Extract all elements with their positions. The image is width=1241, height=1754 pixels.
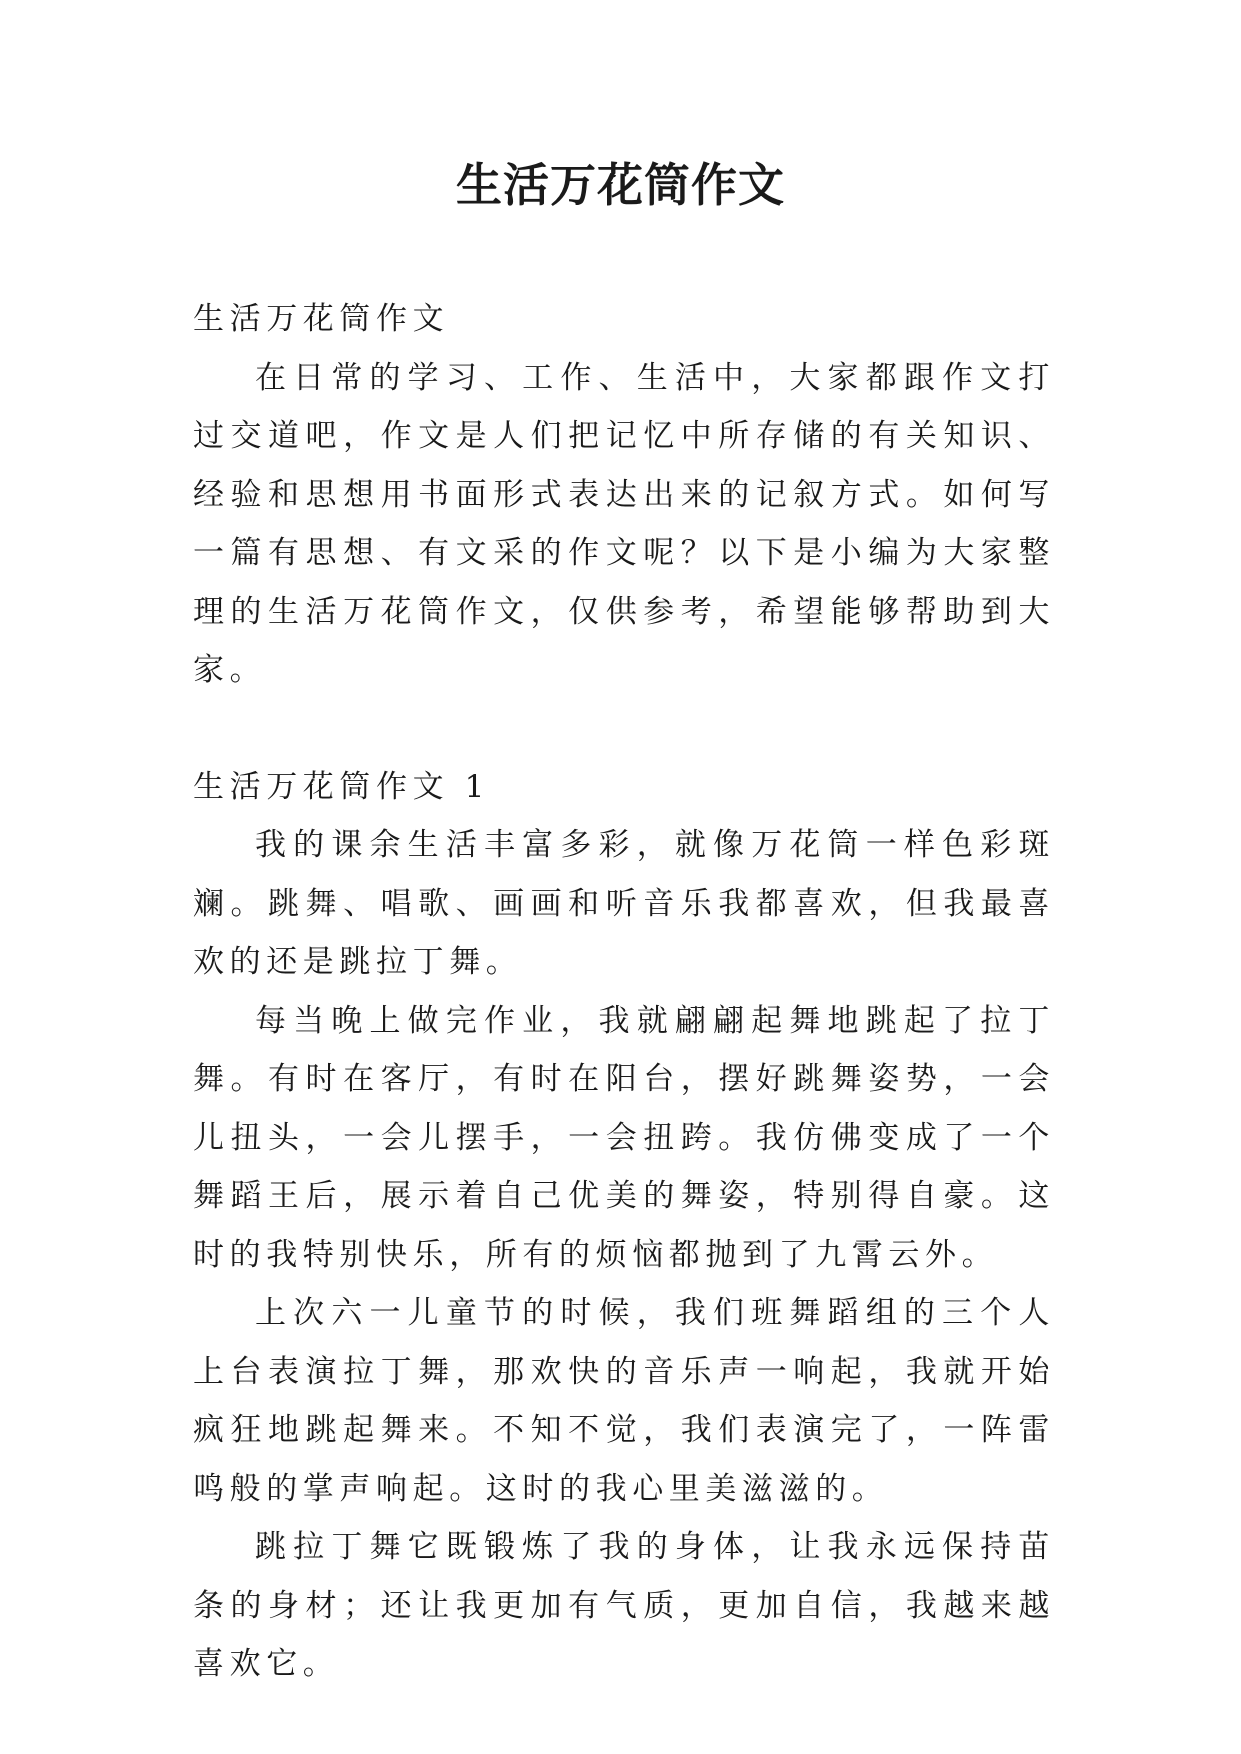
section-1-heading: 生活万花筒作文 1	[193, 768, 490, 805]
section-1-paragraph-4: 跳拉丁舞它既锻炼了我的身体，让我永远保持苗条的身材；还让我更加有气质，更加自信，我越来越喜欢它。	[193, 1529, 1055, 1682]
section-spacer	[193, 700, 1055, 758]
intro-paragraph: 在日常的学习、工作、生活中，大家都跟作文打过交道吧，作文是人们把记忆中所存储的有关知识、经验和思想用书面形式表达出来的记叙方式。如何写一篇有思想、有文采的作文呢？以下是小编为大家整理的生活万花筒作文，仅供参考，希望能够帮助到大家。	[193, 359, 1055, 688]
document-body	[193, 290, 1055, 1694]
intro-heading: 生活万花筒作文	[193, 301, 450, 337]
document-title: 生活万花筒作文	[456, 158, 785, 212]
section-1-paragraph-1: 我的课余生活丰富多彩，就像万花筒一样色彩斑斓。跳舞、唱歌、画画和听音乐我都喜欢，但我最喜欢的还是跳拉丁舞。	[193, 827, 1055, 980]
section-1-paragraph-3: 上次六一儿童节的时候，我们班舞蹈组的三个人上台表演拉丁舞，那欢快的音乐声一响起，我就开始疯狂地跳起舞来。不知不觉，我们表演完了，一阵雷鸣般的掌声响起。这时的我心里美滋滋的。	[193, 1295, 1055, 1507]
section-1-paragraph-2: 每当晚上做完作业，我就翩翩起舞地跳起了拉丁舞。有时在客厅，有时在阳台，摆好跳舞姿势，一会儿扭头，一会儿摆手，一会扭跨。我仿佛变成了一个舞蹈王后，展示着自己优美的舞姿，特别得自豪。这时的我特别快乐，所有的烦恼都抛到了九霄云外。	[193, 1002, 1055, 1273]
